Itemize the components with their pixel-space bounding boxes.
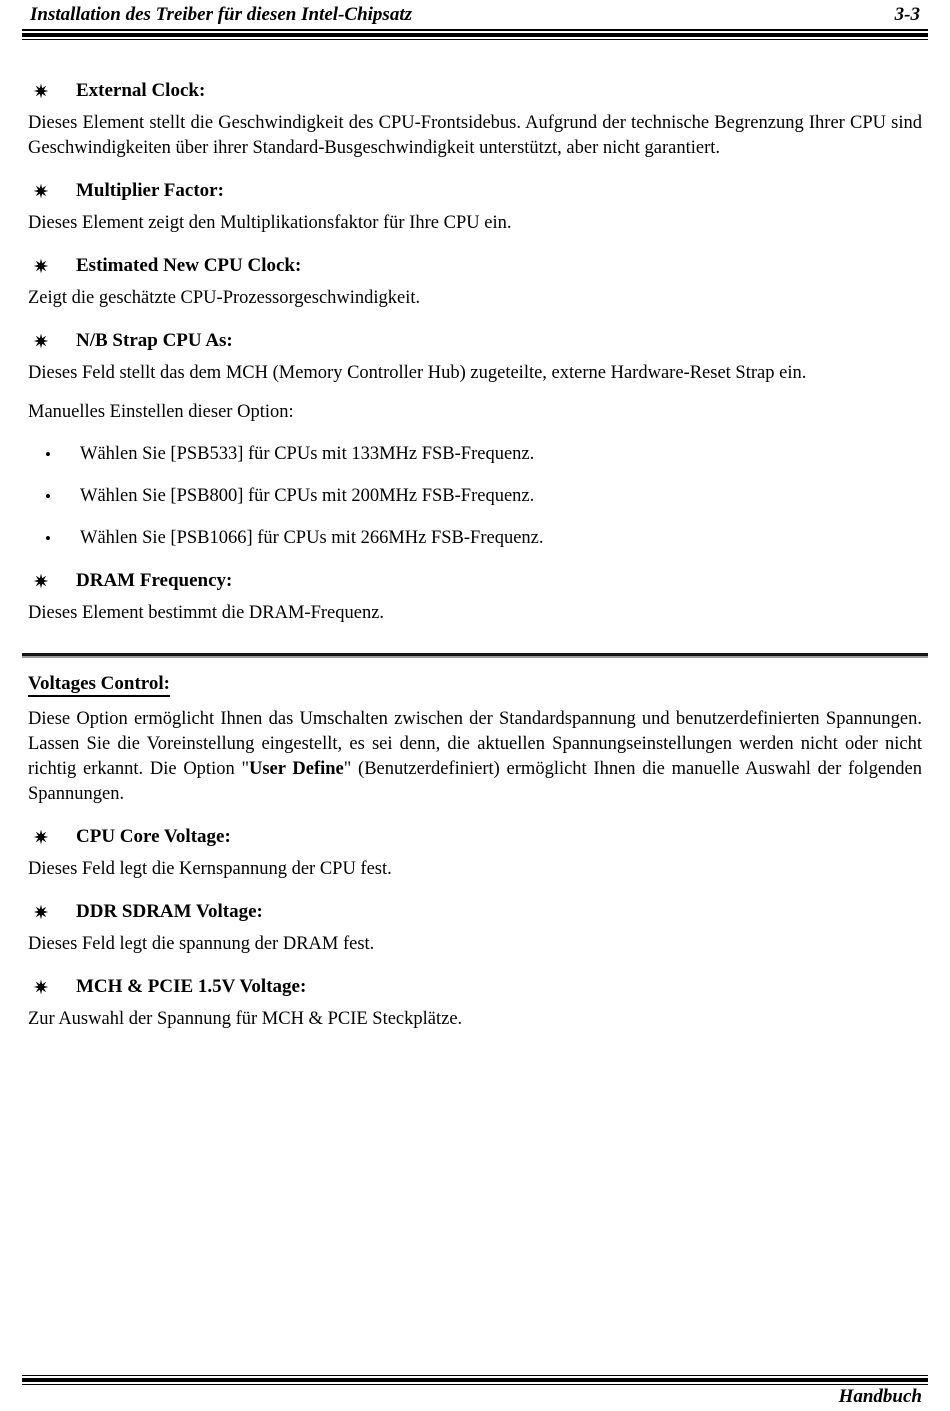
- section-heading-cpu-core-voltage: [28, 826, 922, 848]
- section-title: CPU Core Voltage:: [76, 826, 231, 847]
- bullet-icon: •: [45, 445, 51, 464]
- section-body: Dieses Feld legt die spannung der DRAM fest.: [28, 934, 375, 954]
- star-icon: [33, 573, 49, 589]
- footer-rule-thick: [22, 1378, 928, 1382]
- voltages-section: [0, 673, 950, 1032]
- section-title: DRAM Frequency:: [76, 570, 233, 591]
- list-item-text: Wählen Sie [PSB1066] für CPUs mit 266MHz FSB-Frequenz.: [80, 528, 544, 548]
- section-title: Multiplier Factor:: [76, 180, 224, 201]
- voltages-intro-pre: Diese Option ermöglicht Ihnen das Umschalten zwischen der Standardspannung und benutzerdefinierten Spannungen. Lassen Sie die Voreinstellung eingestellt, es sei denn, die aktuellen Spannungseinstellungen werden nicht oder nicht richtig erkannt. Die Option ": [28, 709, 922, 779]
- header-rule-thin: [22, 39, 928, 40]
- page-header: [22, 0, 928, 31]
- star-icon: [33, 829, 49, 845]
- voltages-intro-post: " (Benutzerdefiniert) ermöglicht Ihnen die manuelle Auswahl der folgenden Spannungen.: [28, 759, 922, 804]
- voltages-intro-bold: User Define: [249, 759, 344, 779]
- header-rule-thick: [22, 33, 928, 37]
- list-item: [28, 442, 922, 467]
- section-heading-nb-strap-cpu-as: [28, 330, 922, 352]
- section-body: Zur Auswahl der Spannung für MCH & PCIE Steckplätze.: [28, 1009, 463, 1029]
- section-body: Dieses Element bestimmt die DRAM-Frequenz.: [28, 603, 385, 623]
- voltages-intro: [28, 707, 922, 807]
- page-number: 3-3: [894, 4, 920, 25]
- footer-rule-thin-bottom: [22, 1384, 928, 1385]
- section-body: Dieses Element stellt die Geschwindigkeit des CPU-Frontsidebus. Aufgrund der technische Begrenzung Ihrer CPU sind Geschwindigkeiten über ihrer Standard-Busgeschwindigkeit unterstützt, aber nicht garantiert.: [28, 113, 922, 158]
- list-item-text: Wählen Sie [PSB800] für CPUs mit 200MHz FSB-Frequenz.: [80, 486, 535, 506]
- section-note: Manuelles Einstellen dieser Option:: [28, 402, 294, 422]
- section-heading-estimated-new-cpu-clock: [28, 255, 922, 277]
- section-title: Estimated New CPU Clock:: [76, 255, 302, 276]
- list-item: [28, 526, 922, 551]
- bullet-list: [28, 442, 922, 551]
- section-body: Dieses Feld stellt das dem MCH (Memory Controller Hub) zugeteilte, externe Hardware-Reset Strap ein.: [28, 363, 807, 383]
- section-title: MCH & PCIE 1.5V Voltage:: [76, 976, 307, 997]
- section-title: N/B Strap CPU As:: [76, 330, 233, 351]
- section-body: Dieses Feld legt die Kernspannung der CPU fest.: [28, 859, 392, 879]
- star-icon: [33, 83, 49, 99]
- section-heading-mch-pcie-voltage: [28, 976, 922, 998]
- footer-label: Handbuch: [838, 1386, 922, 1407]
- page-footer: [0, 1373, 950, 1411]
- star-icon: [33, 333, 49, 349]
- section-heading-external-clock: [28, 80, 922, 102]
- footer-rule-thin-top: [22, 1375, 928, 1376]
- voltages-heading: Voltages Control:: [28, 673, 922, 695]
- star-icon: [33, 904, 49, 920]
- section-heading-dram-frequency: [28, 570, 922, 592]
- star-icon: [33, 258, 49, 274]
- section-separator-rule: [22, 653, 928, 658]
- star-icon: [33, 979, 49, 995]
- section-body: Zeigt die geschätzte CPU-Prozessorgeschwindigkeit.: [28, 288, 421, 308]
- list-item: [28, 484, 922, 509]
- list-item-text: Wählen Sie [PSB533] für CPUs mit 133MHz FSB-Frequenz.: [80, 444, 535, 464]
- section-title: DDR SDRAM Voltage:: [76, 901, 263, 922]
- bullet-icon: •: [45, 529, 51, 548]
- bullet-icon: •: [45, 487, 51, 506]
- header-title: Installation des Treiber für diesen Intel-Chipsatz: [30, 4, 412, 25]
- star-icon: [33, 183, 49, 199]
- section-heading-multiplier-factor: [28, 180, 922, 202]
- section-heading-ddr-sdram-voltage: [28, 901, 922, 923]
- section-title: External Clock:: [76, 80, 206, 101]
- section-body: Dieses Element zeigt den Multiplikationsfaktor für Ihre CPU ein.: [28, 213, 512, 233]
- page-content: [0, 80, 950, 626]
